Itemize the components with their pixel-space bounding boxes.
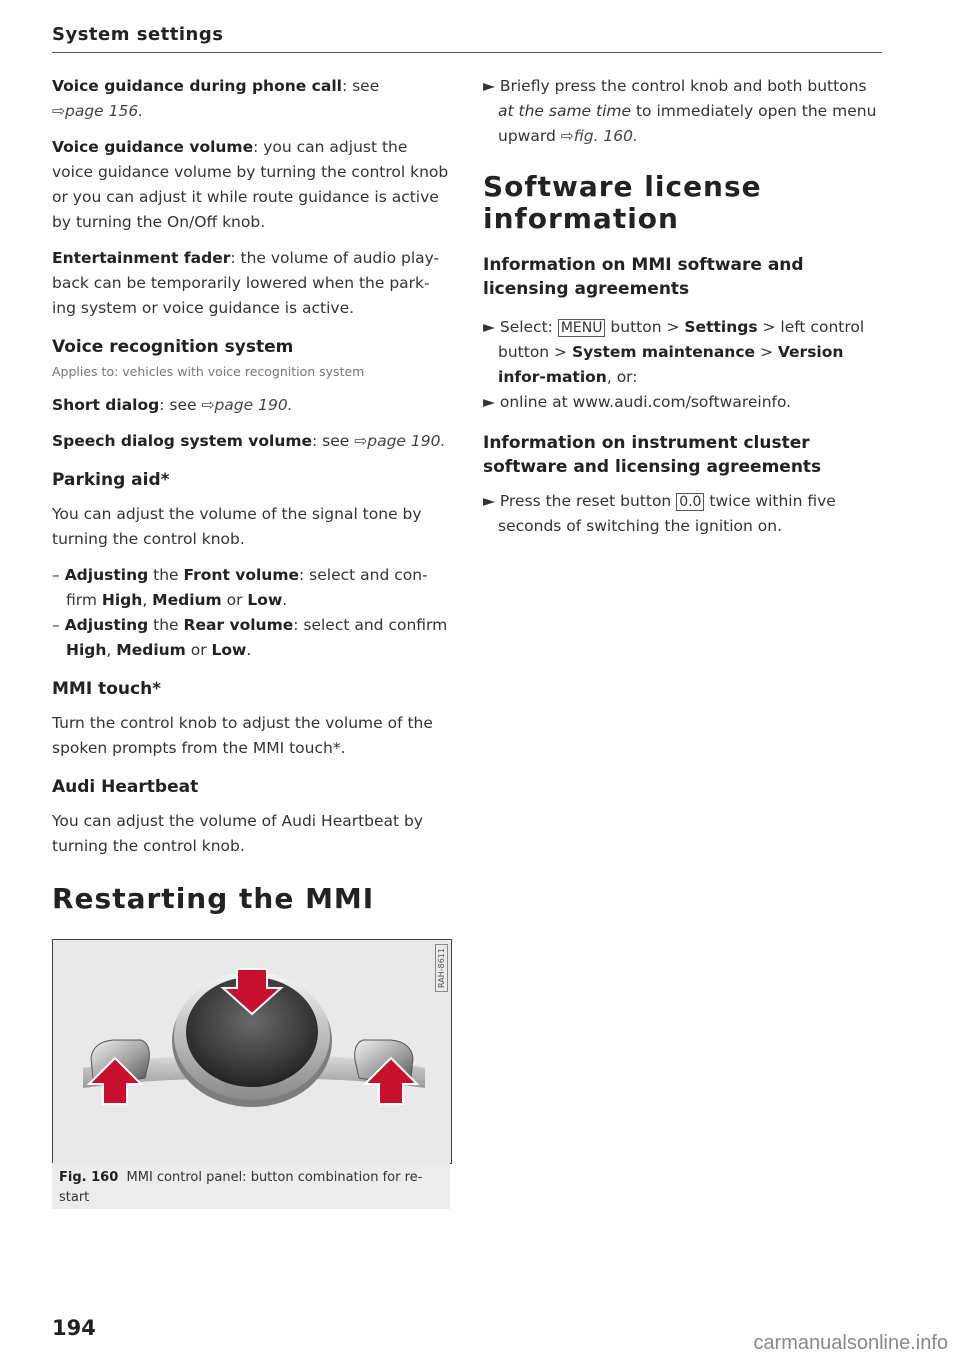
page-reference-link[interactable]: ⇨page 190. <box>201 396 293 414</box>
bullet-reset-button: ► Press the reset button 0.0 twice within five seconds of switching the ignition on. <box>483 492 836 535</box>
heading-mmi-software-info: Information on MMI software and licensing agreements <box>483 255 804 299</box>
figure-code: RAH-8611 <box>435 944 448 992</box>
bullet-restart-instruction: ► Briefly press the control knob and both buttons at the same time to immediately open the menu upward ⇨fig. 160. <box>483 77 877 145</box>
heading-mmi-touch: MMI touch* <box>52 679 162 699</box>
section-title: System settings <box>52 24 224 45</box>
figure-caption: Fig. 160 MMI control panel: button combination for re-start <box>52 1163 450 1209</box>
paragraph-mmi-touch: Turn the control knob to adjust the volume of the spoken prompts from the MMI touch*. <box>52 714 433 757</box>
heading-software-license: Software license information <box>483 170 762 235</box>
paragraph-entertainment-fader: Entertainment fader: the volume of audio play-back can be temporarily lowered when the park-ing system or voice guidance is active. <box>52 249 440 317</box>
paragraph-voice-guidance-volume: Voice guidance volume: you can adjust the voice guidance volume by turning the control knob or you can adjust it while route guidance is active by turning the On/Off knob. <box>52 138 449 231</box>
paragraph-short-dialog: Short dialog: see ⇨page 190. <box>52 396 293 414</box>
paragraph-audi-heartbeat: You can adjust the volume of Audi Heartbeat by turning the control knob. <box>52 812 424 855</box>
paragraph-speech-dialog-volume: Speech dialog system volume: see ⇨page 190. <box>52 432 446 450</box>
reset-key: 0.0 <box>676 493 704 511</box>
left-column <box>52 74 452 915</box>
mmi-control-panel-illustration <box>53 940 451 1163</box>
page-header <box>52 24 882 53</box>
figure-reference-link[interactable]: ⇨fig. 160. <box>560 127 638 145</box>
paragraph-voice-guidance-phone: Voice guidance during phone call: see ⇨page 156. <box>52 77 380 120</box>
page-number: 194 <box>52 1316 96 1340</box>
heading-restarting-mmi: Restarting the MMI <box>52 882 375 915</box>
watermark: carmanualsonline.info <box>753 1332 948 1354</box>
heading-audi-heartbeat: Audi Heartbeat <box>52 777 199 797</box>
paragraph-parking-aid: You can adjust the volume of the signal tone by turning the control knob. <box>52 505 422 548</box>
bullet-select-menu: ► Select: MENU button > Settings > left control button > System maintenance > Version infor-mation, or: <box>483 318 865 386</box>
list-item-front-volume: – Adjusting the Front volume: select and con-firm High, Medium or Low. <box>52 566 428 609</box>
heading-parking-aid: Parking aid* <box>52 470 170 490</box>
heading-cluster-software-info: Information on instrument cluster software and licensing agreements <box>483 433 822 477</box>
page-reference-link[interactable]: ⇨page 156. <box>52 102 144 120</box>
list-item-rear-volume: – Adjusting the Rear volume: select and confirm High, Medium or Low. <box>52 616 448 659</box>
menu-key: MENU <box>558 319 606 337</box>
bullet-online-info: ► online at www.audi.com/softwareinfo. <box>483 393 792 411</box>
right-column <box>483 74 883 539</box>
applies-note: Applies to: vehicles with voice recognition system <box>52 364 365 379</box>
figure-160 <box>52 939 452 1164</box>
heading-voice-recognition: Voice recognition system <box>52 337 294 357</box>
page-reference-link[interactable]: ⇨page 190. <box>354 432 446 450</box>
